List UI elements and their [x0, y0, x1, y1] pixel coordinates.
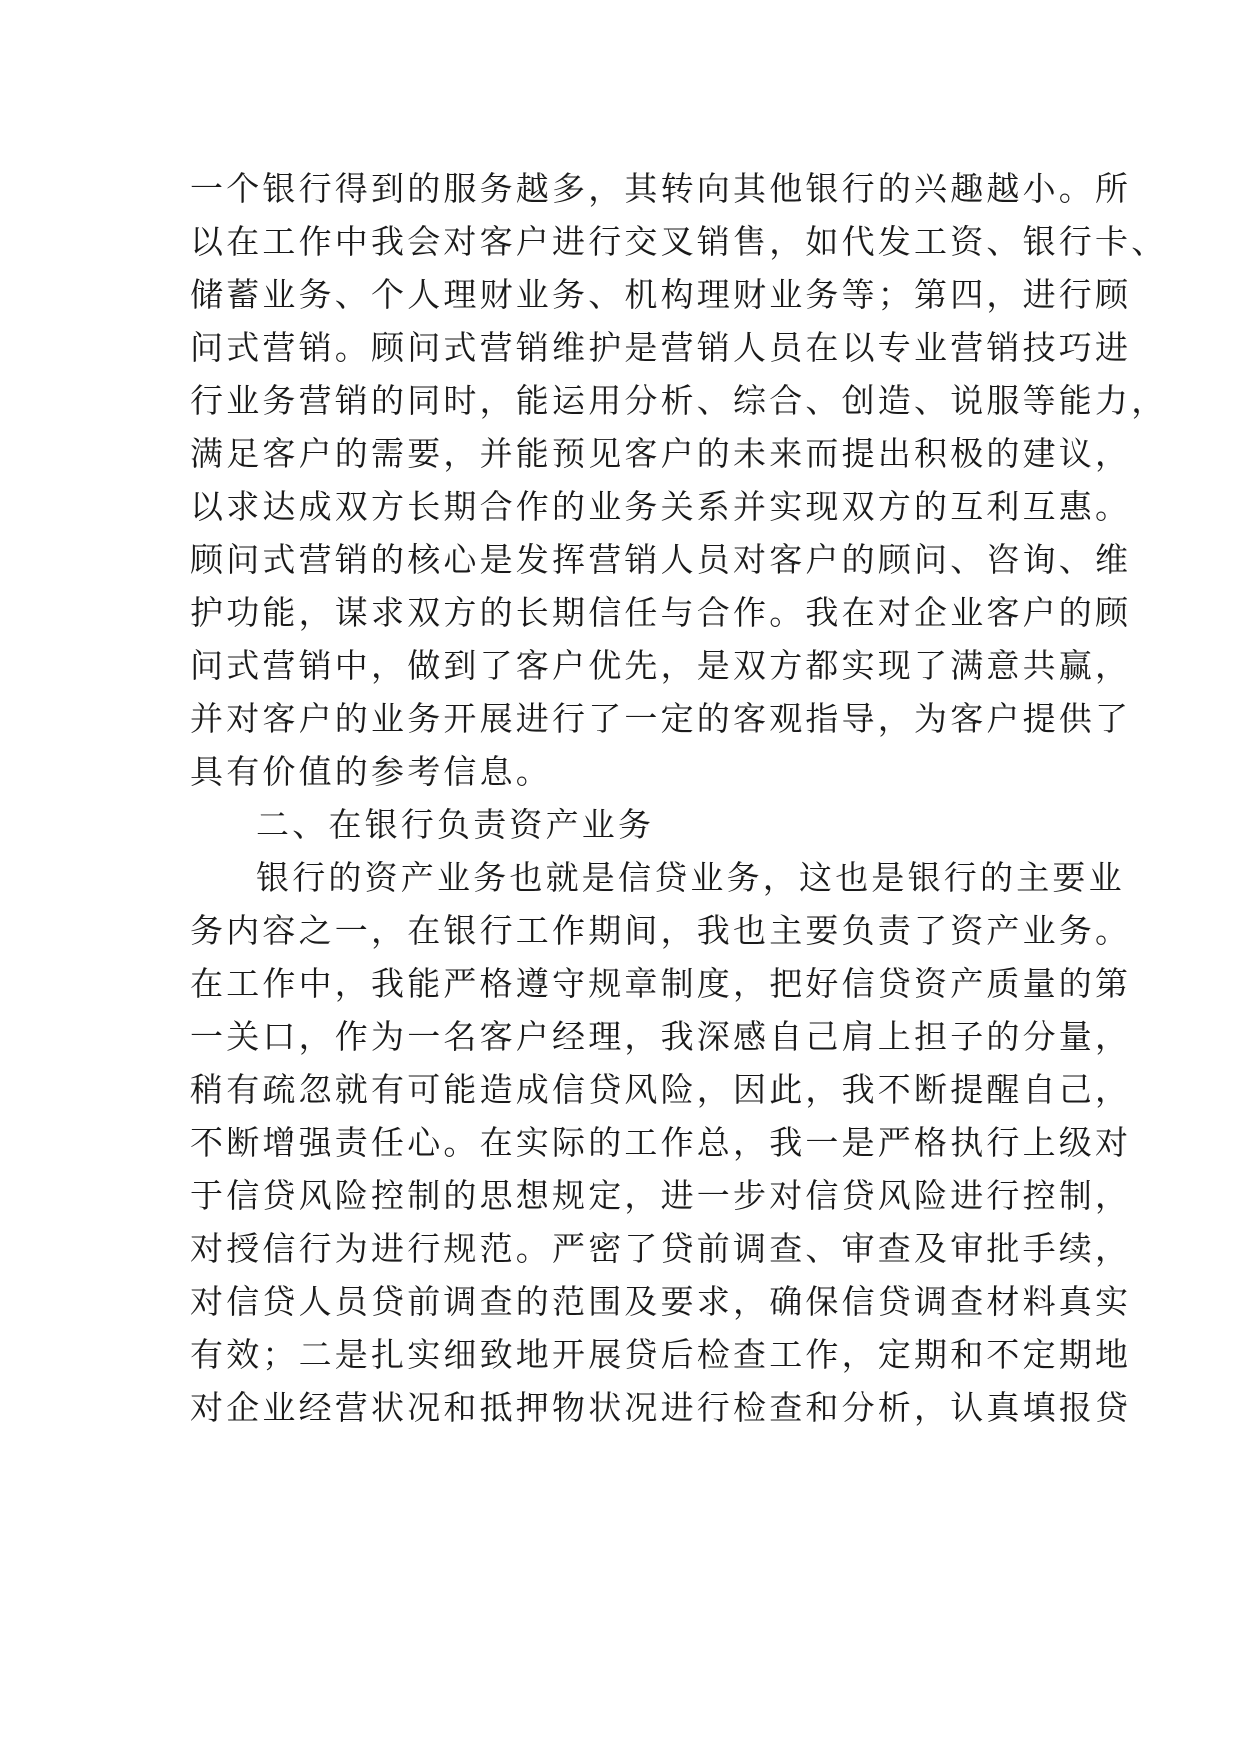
paragraph-line: 于信贷风险控制的思想规定，进一步对信贷风险进行控制， [190, 1176, 1132, 1215]
paragraph-line: 以在工作中我会对客户进行交叉销售，如代发工资、银行卡、 [190, 222, 1168, 261]
paragraph-line: 不断增强责任心。在实际的工作总，我一是严格执行上级对 [190, 1123, 1132, 1162]
paragraph-line: 务内容之一，在银行工作期间，我也主要负责了资产业务。 [190, 911, 1132, 950]
paragraph-line: 以求达成双方长期合作的业务关系并实现双方的互利互惠。 [190, 487, 1132, 526]
paragraph-line: 一关口，作为一名客户经理，我深感自己肩上担子的分量， [190, 1017, 1132, 1056]
paragraph-line: 对企业经营状况和抵押物状况进行检查和分析，认真填报贷 [190, 1388, 1132, 1427]
paragraph-line: 在工作中，我能严格遵守规章制度，把好信贷资产质量的第 [190, 964, 1132, 1003]
paragraph-line: 稍有疏忽就有可能造成信贷风险，因此，我不断提醒自己， [190, 1070, 1132, 1109]
paragraph-line: 银行的资产业务也就是信贷业务，这也是银行的主要业 [256, 858, 1125, 897]
paragraph-line: 护功能，谋求双方的长期信任与合作。我在对企业客户的顾 [190, 593, 1132, 632]
paragraph-line: 并对客户的业务开展进行了一定的客观指导，为客户提供了 [190, 699, 1132, 738]
paragraph-line: 问式营销中，做到了客户优先，是双方都实现了满意共赢， [190, 646, 1132, 685]
paragraph-line: 储蓄业务、个人理财业务、机构理财业务等；第四，进行顾 [190, 275, 1132, 314]
paragraph-line: 对信贷人员贷前调查的范围及要求，确保信贷调查材料真实 [190, 1282, 1132, 1321]
paragraph-line: 满足客户的需要，并能预见客户的未来而提出积极的建议， [190, 434, 1132, 473]
paragraph-line: 对授信行为进行规范。严密了贷前调查、审查及审批手续， [190, 1229, 1132, 1268]
paragraph-line: 有效；二是扎实细致地开展贷后检查工作，定期和不定期地 [190, 1335, 1132, 1374]
paragraph-line: 顾问式营销的核心是发挥营销人员对客户的顾问、咨询、维 [190, 540, 1132, 579]
paragraph-line: 问式营销。顾问式营销维护是营销人员在以专业营销技巧进 [190, 328, 1132, 367]
paragraph-line: 一个银行得到的服务越多，其转向其他银行的兴趣越小。所 [190, 169, 1132, 208]
paragraph-line: 行业务营销的同时，能运用分析、综合、创造、说服等能力， [190, 381, 1168, 420]
paragraph-line: 具有价值的参考信息。 [190, 752, 552, 791]
section-heading: 二、在银行负责资产业务 [256, 805, 655, 844]
